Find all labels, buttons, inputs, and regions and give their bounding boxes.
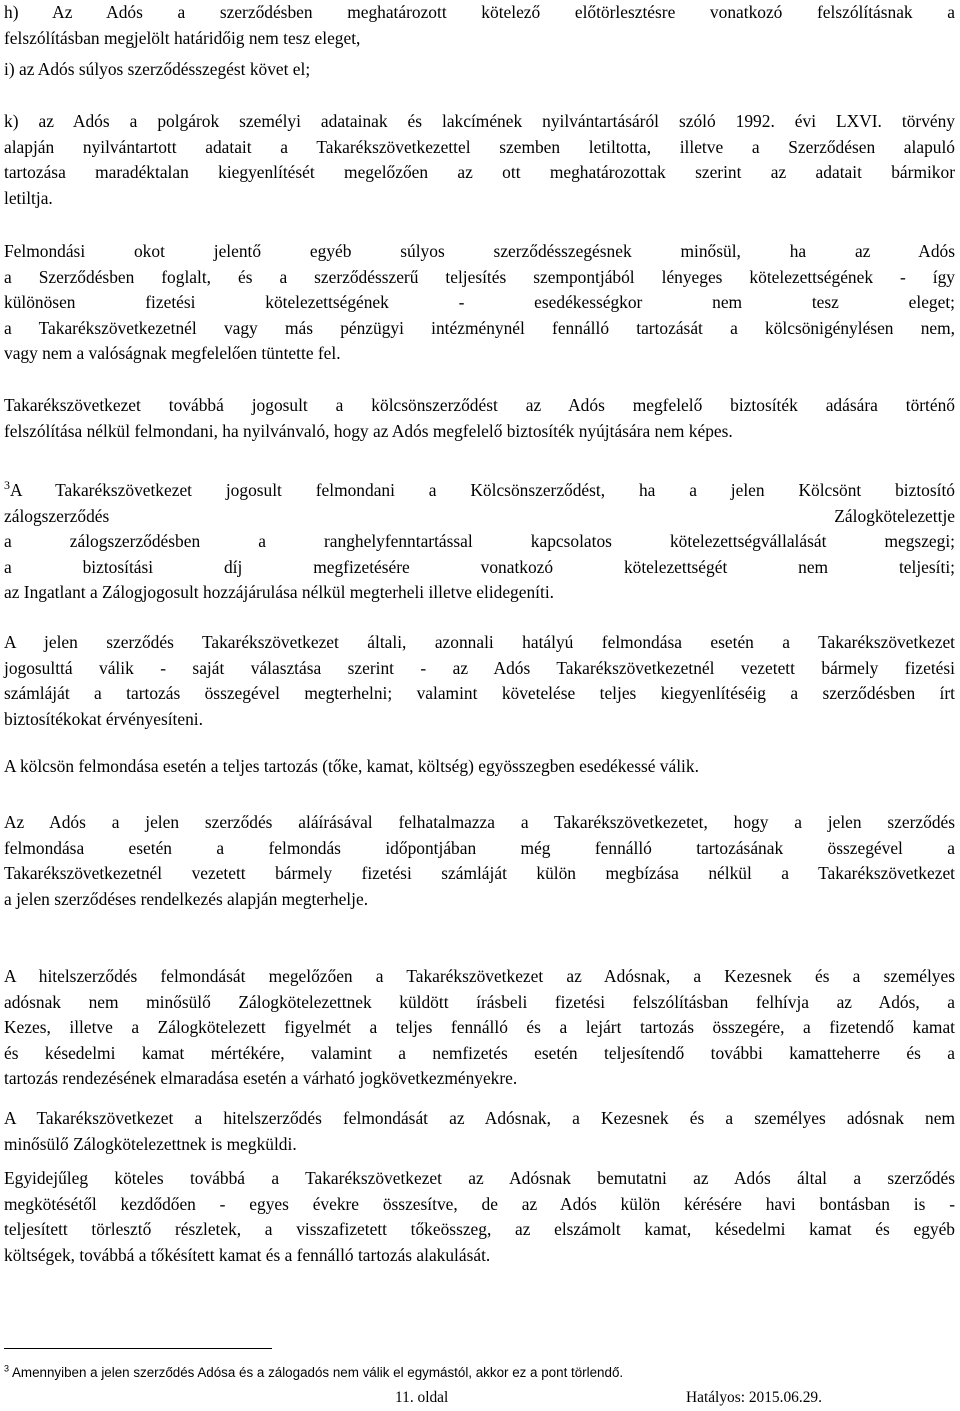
- text-line: felmondása esetén a felmondás időpontjában még fennálló tartozásának összegével a: [4, 837, 955, 858]
- footnote-reference: 3: [4, 478, 10, 493]
- text-line: A jelen szerződés Takarékszövetkezet általi, azonnali hatályú felmondása esetén a Takarékszövetkezet: [4, 632, 955, 652]
- paragraph: [4, 1166, 955, 1268]
- text-line: költségek, továbbá a tőkésített kamat és a fennálló tartozás alakulását.: [4, 1244, 491, 1265]
- text-line: teljesített törlesztő részletek, a visszafizetett tőkeösszeg, az elszámolt kamat, késedelmi kamat és egyéb: [4, 1219, 955, 1239]
- footnote-mark: 3: [4, 1363, 10, 1374]
- text-line: és késedelmi kamat mértékére, valamint a nemfizetés esetén teljesítendő további kamatteherre és a: [4, 1042, 955, 1063]
- text-line: Egyidejűleg köteles továbbá a Takarékszövetkezet az Adósnak bemutatni az Adós által a szerződés: [4, 1168, 955, 1188]
- text-line: a zálogszerződésben a ranghelyfenntartással kapcsolatos kötelezettségvállalását megszegi;: [4, 531, 955, 551]
- text-line: vagy nem a valóságnak megfelelően tüntette fel.: [4, 343, 341, 363]
- text-line: jogosulttá válik - saját választása szerint - az Adós Takarékszövetkezetnél vezetett bármely fizetési: [4, 657, 955, 678]
- text-line-content: A Takarékszövetkezet jogosult felmondani a Kölcsönszerződést, ha a jelen Kölcsönt biztosító: [10, 480, 955, 500]
- text-line: az Ingatlant a Zálogjogosult hozzájárulása nélkül megterheli illetve elidegeníti.: [4, 582, 555, 602]
- text-line: zálogszerződés Zálogkötelezettje: [4, 505, 955, 526]
- footnote-text: Amennyiben a jelen szerződés Adósa és a zálogadós nem válik el egymástól, akkor ez a pont törlendő.: [12, 1365, 624, 1380]
- text-line: felszólításban megjelölt határidőig nem tesz eleget,: [4, 27, 361, 48]
- text-line: A kölcsön felmondása esetén a teljes tartozás (tőke, kamat, költség) egyösszegben esedékessé válik.: [4, 756, 699, 776]
- text-line: megkötésétől kezdődően - egyes évekre összesítve, de az Adós külön kérésére havi bontásban is -: [4, 1193, 955, 1214]
- text-line: a biztosítási díj megfizetésére vonatkozó kötelezettségét nem teljesíti;: [4, 556, 955, 577]
- text-line: letiltja.: [4, 187, 53, 208]
- page-number: 11. oldal: [395, 1389, 449, 1406]
- text-line: k) az Adós a polgárok személyi adatainak és lakcímének nyilvántartásáról szóló 1992. évi LXVI. törvény: [4, 111, 955, 131]
- footnote-separator: [4, 1348, 272, 1349]
- text-line: A Takarékszövetkezet a hitelszerződés felmondását az Adósnak, a Kezesnek és a személyes adósnak nem: [4, 1108, 955, 1128]
- text-line: biztosítékokat érvényesíteni.: [4, 708, 203, 729]
- text-line: felszólítása nélkül felmondani, ha nyilvánvaló, hogy az Adós megfelelő biztosíték nyújtására nem képes.: [4, 420, 733, 441]
- paragraph: [4, 754, 955, 780]
- text-line: tartozás rendezésének elmaradása esetén a várható jogkövetkezményekre.: [4, 1068, 518, 1088]
- effective-date: Hatályos: 2015.06.29.: [686, 1389, 822, 1406]
- text-line: számláját a tartozás összegével megterhelni; valamint követelése teljes kiegyenlítéséig a szerződésben írt: [4, 683, 955, 703]
- text-line: tartozása maradéktalan kiegyenlítését megelőzően az ott meghatározottak szerint az adatait bármikor: [4, 162, 955, 182]
- footnote: [4, 1364, 944, 1382]
- paragraph: [4, 1106, 955, 1157]
- paragraph: [4, 393, 955, 444]
- text-line: Az Adós a jelen szerződés aláírásával felhatalmazza a Takarékszövetkezetet, hogy a jelen szerződés: [4, 812, 955, 832]
- text-line: Takarékszövetkezet továbbá jogosult a kölcsönszerződést az Adós megfelelő biztosíték adására történő: [4, 395, 955, 415]
- text-line: adósnak nem minősülő Zálogkötelezettnek küldött írásbeli fizetési felszólításban felhívja az Adós, a: [4, 991, 955, 1012]
- paragraph: [4, 239, 955, 367]
- text-line: Kezes, illetve a Zálogkötelezett figyelmét a teljes fennálló és a lejárt tartozás összegére, a fizetendő kamat: [4, 1017, 955, 1037]
- text-line: a Szerződésben foglalt, és a szerződésszerű teljesítés szempontjából lényeges kötelezettségének - így: [4, 266, 955, 287]
- paragraph: [4, 0, 955, 51]
- text-line: h) Az Adós a szerződésben meghatározott kötelező előtörlesztésre vonatkozó felszólításnak a: [4, 2, 955, 22]
- paragraph: [4, 964, 955, 1092]
- text-line: a jelen szerződéses rendelkezés alapján megterhelje.: [4, 888, 369, 909]
- text-line: i) az Adós súlyos szerződésszegést követ el;: [4, 59, 311, 79]
- paragraph: [4, 109, 955, 211]
- text-line: Takarékszövetkezetnél vezetett bármely fizetési számláját külön megbízása nélkül a Takarékszövetkezet: [4, 863, 955, 883]
- text-line: [4, 478, 955, 504]
- text-line: a Takarékszövetkezetnél vagy más pénzügyi intézménynél fennálló tartozását a kölcsönigénylésen nem,: [4, 317, 955, 338]
- paragraph: [4, 810, 955, 912]
- text-line: Felmondási okot jelentő egyéb súlyos szerződésszegésnek minősül, ha az Adós: [4, 241, 955, 261]
- text-line: alapján nyilvántartott adatait a Takarékszövetkezettel szemben letiltotta, illetve a Szerződésen alapuló: [4, 136, 955, 157]
- paragraph: [4, 478, 955, 606]
- paragraph: [4, 57, 955, 83]
- text-line: A hitelszerződés felmondását megelőzően a Takarékszövetkezet az Adósnak, a Kezesnek és a személyes: [4, 966, 955, 986]
- text-line: különösen fizetési kötelezettségének - esedékességkor nem tesz eleget;: [4, 292, 955, 312]
- text-line: minősülő Zálogkötelezettnek is megküldi.: [4, 1133, 297, 1154]
- paragraph: [4, 630, 955, 732]
